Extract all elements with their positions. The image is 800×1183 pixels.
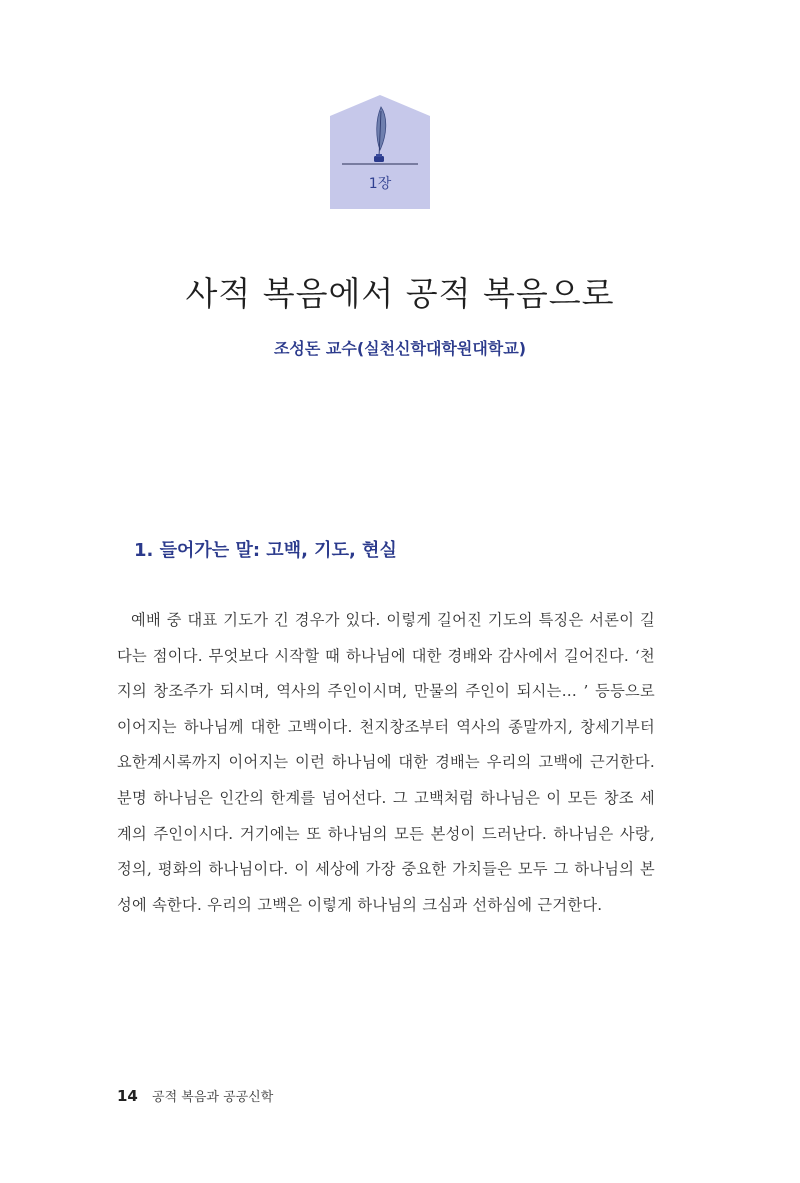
author-line: 조성돈 교수(실천신학대학원대학교): [273, 339, 527, 358]
section-heading: 1. 들어가는 말: 고백, 기도, 현실: [134, 540, 397, 561]
chapter-title: 사적 복음에서 공적 복음으로: [185, 274, 615, 313]
page-number: 14: [117, 1087, 138, 1105]
running-book-title: 공적 복음과 공공신학: [152, 1090, 274, 1105]
body-paragraph: 예배 중 대표 기도가 긴 경우가 있다. 이렇게 길어진 기도의 특징은 서론이 길다는 점이다. 무엇보다 시작할 때 하나님에 대한 경배와 감사에서 길어진다. ‘천지의 창조주가 되시며, 역사의 주인이시며, 만물의 주인이 되시는… ’ 등등으로 이어지는 하나님께 대한 고백이다. 천지창조부터 역사의 종말까지, 창세기부터 요한계시록까지 이어지는 이런 하나님에 대한 경배는 우리의 고백에 근거한다. 분명 하나님은 인간의 한계를 넘어선다. 그 고백처럼 하나님은 이 모든 창조 세계의 주인이시다. 거기에는 또 하나님의 모든 본성이 드러난다. 하나님은 사랑, 정의, 평화의 하나님이다. 이 세상에 가장 중요한 가치들은 모두 그 하나님의 본성에 속한다. 우리의 고백은 이렇게 하나님의 크심과 선하심에 근거한다.: [117, 611, 655, 914]
chapter-badge: [330, 95, 430, 209]
page-footer: [117, 1086, 273, 1105]
chapter-label: 1장: [368, 176, 392, 192]
